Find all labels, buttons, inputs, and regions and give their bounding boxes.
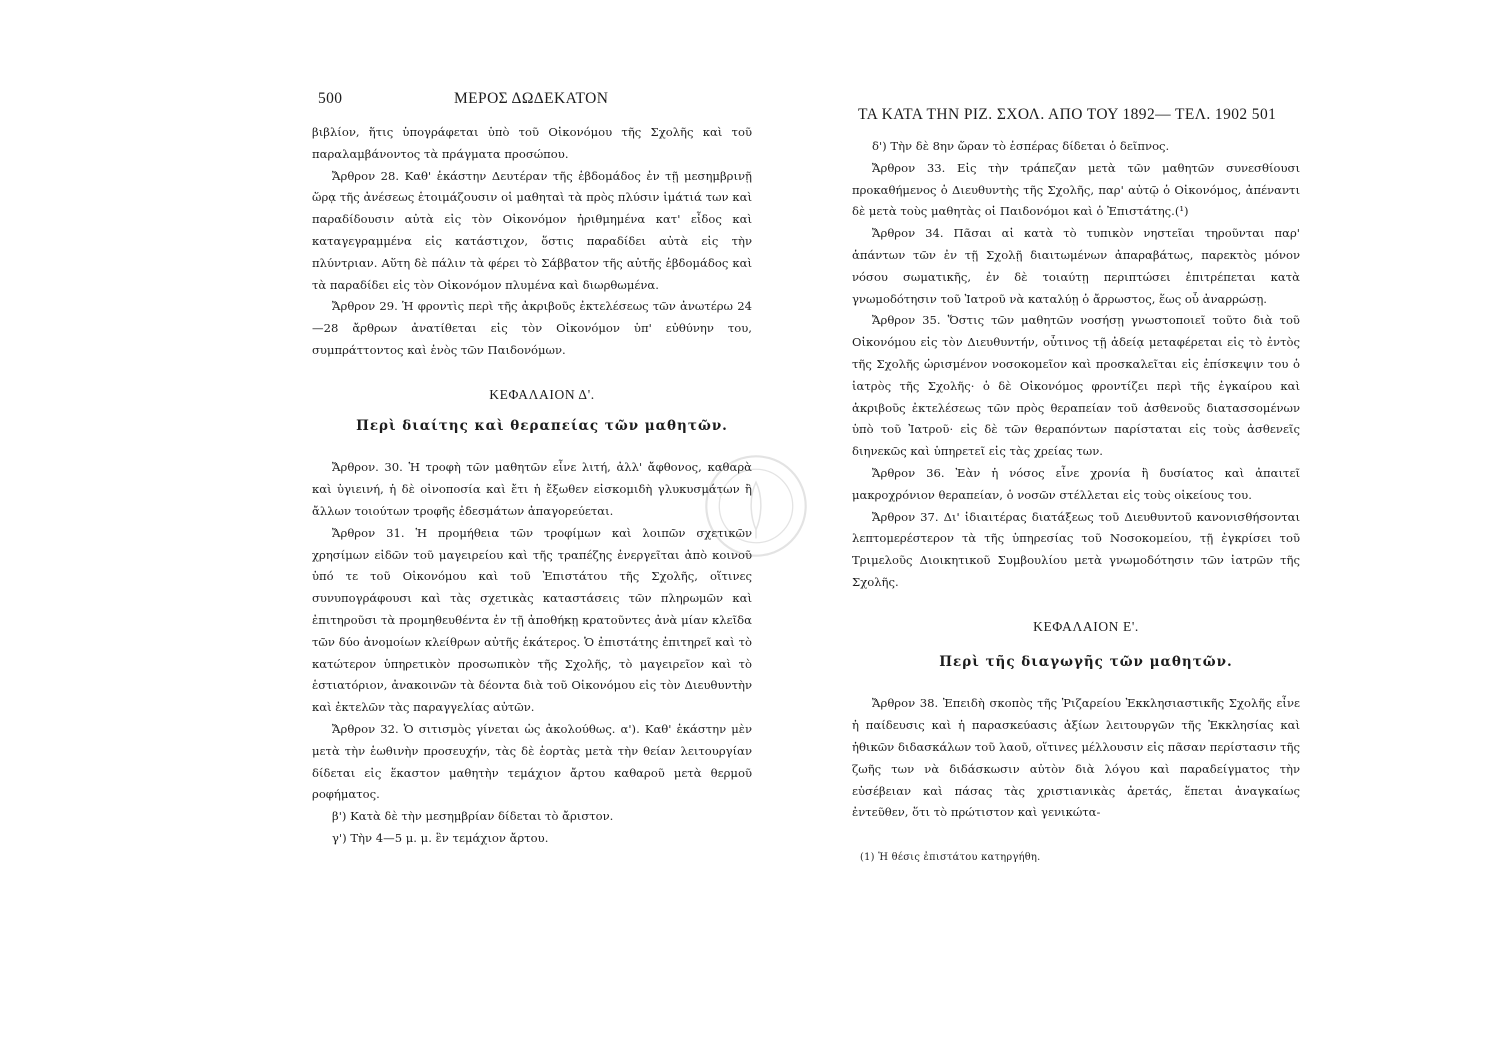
paragraph-article-32: Ἄρθρον 32. Ὁ σιτισμὸς γίνεται ὡς ἀκολούθως. α'). Καθ' ἑκάστην μὲν μετὰ τὴν ἑωθινὴν προσευχήν, τὰς δὲ ἑορτὰς μετὰ τὴν θείαν λειτουργίαν δίδεται εἰς ἕκαστον μαθητὴν τεμάχιον ἄρτου καθαροῦ μετὰ θερμοῦ ροφήματος. xyxy=(312,721,752,802)
right-page-body xyxy=(852,136,1300,824)
page-number-left: 500 xyxy=(318,90,343,107)
paragraph-article-28: Ἄρθρον 28. Καθ' ἑκάστην Δευτέραν τῆς ἑβδομάδος ἐν τῇ μεσημβρινῇ ὥρᾳ τῆς ἀνέσεως ἑτοιμάζουσιν οἱ μαθηταὶ τὰ πρὸς πλύσιν ἱμάτιά των καὶ παραδίδουσιν αὐτὰ εἰς τὸν Οἰκονόμον ἠριθμημένα κατ' εἶδος καὶ καταγεγραμμένα εἰς κατάστιχον, ὅστις παραδίδει αὐτὰ εἰς τὴν πλύντριαν. Αὕτη δὲ πάλιν τὰ φέρει τὸ Σάββατον τῆς αὐτῆς ἑβδομάδος καὶ τὰ παραδίδει εἰς τὸν Οἰκονόμον πλυμένα καὶ διωρθωμένα. xyxy=(312,168,752,292)
paragraph-article-37: Ἄρθρον 37. Δι' ἰδιαιτέρας διατάξεως τοῦ Διευθυντοῦ κανονισθήσονται λεπτομερέστερον τὰ τῆς ὑπηρεσίας τοῦ Νοσοκομείου, τῇ ἐγκρίσει τοῦ Τριμελοῦς Διοικητικοῦ Συμβουλίου μετὰ γνωμοδότησιν τῶν ἰατρῶν τῆς Σχολῆς. xyxy=(852,509,1300,589)
chapter-subtitle-right: Περὶ τῆς διαγωγῆς τῶν μαθητῶν. xyxy=(939,653,1233,670)
running-title-right: ΤΑ ΚΑΤΑ ΤΗΝ ΡΙΖ. ΣΧΟΛ. ΑΠΟ ΤΟΥ 1892— ΤΕΛ. 1902 501 xyxy=(858,106,1277,123)
footnote-rule xyxy=(852,838,982,839)
right-running-head xyxy=(852,106,1300,126)
right-paragraphs-a xyxy=(852,136,1300,594)
paragraph-article-34: Ἄρθρον 34. Πᾶσαι αἱ κατὰ τὸ τυπικὸν νηστεῖαι τηροῦνται παρ' ἁπάντων τῶν ἐν τῇ Σχολῇ διαιτωμένων ἀπαραβάτως, παρεκτὸς μόνον νόσου σωματικῆς, ἐν δὲ τοιαύτῃ περιπτώσει ἐπιτρέπεται κατὰ γνωμοδότησιν τοῦ Ἰατροῦ νὰ καταλύῃ ὁ ἄρρωστος, ἕως οὗ ἀναρρώσῃ. xyxy=(852,226,1300,306)
footnote: (1) Ἡ θέσις ἐπιστάτου κατηργήθη. xyxy=(860,852,1041,863)
paragraph-article-33: Ἄρθρον 33. Εἰς τὴν τράπεζαν μετὰ τῶν μαθητῶν συνεσθίουσι προκαθήμενος ὁ Διευθυντὴς τῆς Σχολῆς, παρ' αὐτῷ ὁ Οἰκονόμος, ἀπέναντι δὲ μετὰ τοὺς μαθητὰς οἱ Παιδονόμοι καὶ ὁ Ἐπιστάτης.(¹) xyxy=(852,160,1300,219)
left-paragraphs-b xyxy=(312,457,752,849)
paragraph-article-35: Ἄρθρον 35. Ὅστις τῶν μαθητῶν νοσήσῃ γνωστοποιεῖ τοῦτο διὰ τοῦ Οἰκονόμου εἰς τὸν Διευθυντήν, οὗτινος τῇ ἀδείᾳ μεταφέρεται εἰς τὸ ἐντὸς τῆς Σχολῆς ὡρισμένον νοσοκομεῖον καὶ προσκαλεῖται εἰς ἐπίσκεψιν του ὁ ἰατρὸς τῆς Σχολῆς· ὁ δὲ Οἰκονόμος φροντίζει περὶ τῆς ἐγκαίρου καὶ ἀκριβοῦς ἐκτελέσεως τῶν πρὸς θεραπείαν τοῦ ἀσθενοῦς διατασσομένων ὑπὸ τοῦ Ἰατροῦ· εἰς δὲ τῶν θεραπόντων παρίσταται εἰς τοὺς ἀσθενεῖς διηνεκῶς καὶ ὑπηρετεῖ εἰς τὰς χρείας των. xyxy=(852,313,1300,459)
paragraph-32-c: γ') Τὴν 4—5 μ. μ. ἓν τεμάχιον ἄρτου. xyxy=(332,830,549,845)
paragraph-article-29: Ἄρθρον 29. Ἡ φροντὶς περὶ τῆς ἀκριβοῦς ἐκτελέσεως τῶν ἀνωτέρω 24—28 ἄρθρων ἀνατίθεται εἰς τὸν Οἰκονόμον ὑπ' εὐθύνην του, συμπράττοντος καὶ ἑνὸς τῶν Παιδονόμων. xyxy=(312,299,752,357)
right-paragraphs-b xyxy=(852,693,1300,824)
chapter-title-right: ΚΕΦΑΛΑΙΟΝ Ε'. xyxy=(1033,618,1139,634)
paragraph-article-36: Ἄρθρον 36. Ἐὰν ἡ νόσος εἶνε χρονία ἢ δυσίατος καὶ ἀπαιτεῖ μακροχρόνιον θεραπείαν, ὁ νοσῶν στέλλεται εἰς τοὺς οἰκείους του. xyxy=(852,465,1300,502)
chapter-title-left: ΚΕΦΑΛΑΙΟΝ Δ'. xyxy=(489,386,595,402)
chapter-subtitle-left: Περὶ διαίτης καὶ θεραπείας τῶν μαθητῶν. xyxy=(356,417,728,434)
paragraph-article-30: Ἄρθρον. 30. Ἡ τροφὴ τῶν μαθητῶν εἶνε λιτή, ἀλλ' ἄφθονος, καθαρὰ καὶ ὑγιεινή, ἡ δὲ οἰνοποσία καὶ ἔτι ἡ ἔξωθεν εἰσκομιδὴ γλυκυσμάτων ἢ ἄλλων τοιούτων τροφῆς ἐδεσμάτων ἀπαγορεύεται. xyxy=(312,460,752,518)
running-title-left: ΜΕΡΟΣ ΔΩΔΕΚΑΤΟΝ xyxy=(454,90,609,107)
paragraph-article-38: Ἄρθρον 38. Ἐπειδὴ σκοπὸς τῆς Ῥιζαρείου Ἐκκλησιαστικῆς Σχολῆς εἶνε ἡ παίδευσις καὶ ἡ παρασκεύασις ἀξίων λειτουργῶν τῆς Ἐκκλησίας καὶ ἠθικῶν διδασκάλων τοῦ λαοῦ, οἵτινες μέλλουσιν εἰς πᾶσαν περίστασιν τῆς ζωῆς των νὰ διδάσκωσιν αὐτὸν διὰ λόγου καὶ παραδείγματος τὴν εὐσέβειαν καὶ πάσας τὰς χριστιανικὰς ἀρετάς, ἕπεται ἀναγκαίως ἐντεῦθεν, ὅτι τὸ πρώτιστον καὶ γενικώτα- xyxy=(852,696,1300,820)
left-running-head xyxy=(312,90,752,110)
paragraph: βιβλίον, ἥτις ὑπογράφεται ὑπὸ τοῦ Οἰκονόμου τῆς Σχολῆς καὶ τοῦ παραλαμβάνοντος τὰ πράγματα προσώπου. xyxy=(312,125,752,161)
left-page-body xyxy=(312,122,752,850)
paragraph-32-d: δ') Τὴν δὲ 8ην ὥραν τὸ ἑσπέρας δίδεται ὁ δεῖπνος. xyxy=(872,139,1170,153)
paragraph-article-31: Ἄρθρον 31. Ἡ προμήθεια τῶν τροφίμων καὶ λοιπῶν σχετικῶν χρησίμων εἰδῶν τοῦ μαγειρείου καὶ τῆς τραπέζης ἐνεργεῖται ἀπὸ κοινοῦ ὑπό τε τοῦ Οἰκονόμου καὶ τοῦ Ἐπιστάτου τῆς Σχολῆς, οἵτινες συνυπογράφουσι καὶ τὰς σχετικὰς καταστάσεις τῶν πληρωμῶν καὶ ἐπιτηροῦσι τὰ προμηθευθέντα ἐν τῇ ἀποθήκῃ κρατοῦντες ἀνὰ μίαν κλεῖδα τῶν δύο ἀνομοίων κλείθρων αὐτῆς ἑκάτερος. Ὁ ἐπιστάτης ἐπιτηρεῖ καὶ τὸ κατώτερον ὑπηρετικὸν προσωπικὸν τῆς Σχολῆς, τὸ μαγειρεῖον καὶ τὸ ἑστιατόριον, ἀνακοινῶν τὰ δέοντα διὰ τοῦ Οἰκονόμου εἰς τὸν Διευθυντὴν καὶ ἐκτελῶν τὰς παραγγελίας αὐτῶν. xyxy=(312,525,752,715)
left-paragraphs-a xyxy=(312,122,752,362)
paragraph-32-b: β') Κατὰ δὲ τὴν μεσημβρίαν δίδεται τὸ ἄριστον. xyxy=(332,809,614,824)
library-stamp-icon xyxy=(702,452,810,560)
